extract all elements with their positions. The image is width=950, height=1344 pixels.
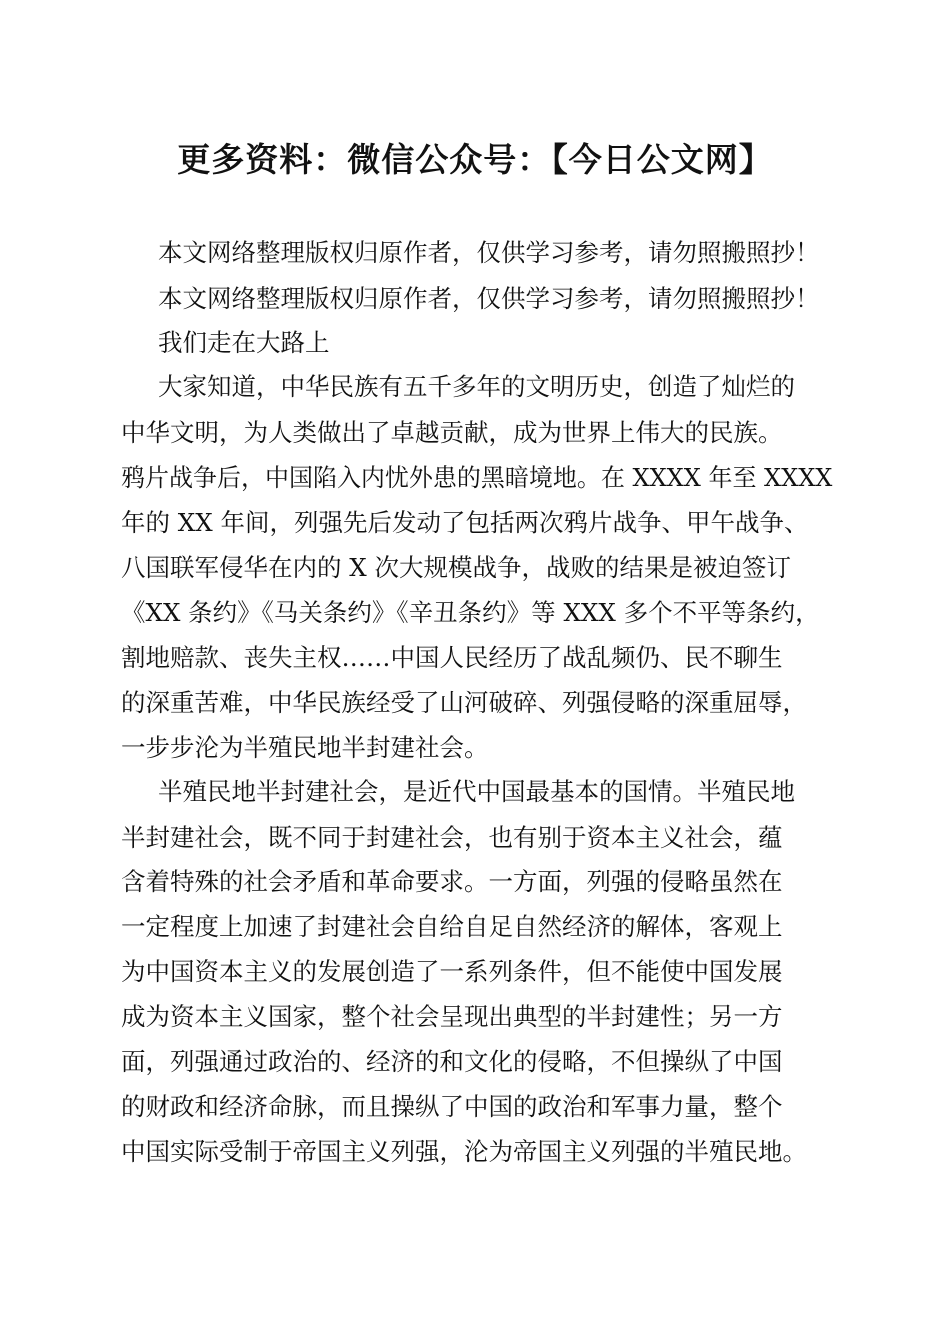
paragraph-line: 半殖民地半封建社会，是近代中国最基本的国情。半殖民地 [158,777,795,806]
paragraph-line: 年的 XX 年间，列强先后发动了包括两次鸦片战争、甲午战争、 [121,508,809,537]
paragraph-line: 鸦片战争后，中国陷入内忧外患的黑暗境地。在 XXXX 年至 XXXX [121,463,833,492]
paragraph-line: 的深重苦难，中华民族经受了山河破碎、列强侵略的深重屈辱， [121,688,807,717]
paragraph-line: 含着特殊的社会矛盾和革命要求。一方面，列强的侵略虽然在 [121,867,783,896]
paragraph-line: 的财政和经济命脉，而且操纵了中国的政治和军事力量，整个 [121,1092,783,1121]
paragraph-line: 中华文明，为人类做出了卓越贡献，成为世界上伟大的民族。 [121,418,783,447]
paragraph-line: 割地赔款、丧失主权……中国人民经历了战乱频仍、民不聊生 [121,643,783,672]
paragraph-line: 为中国资本主义的发展创造了一系列条件，但不能使中国发展 [121,957,783,986]
copyright-notice: 本文网络整理版权归原作者，仅供学习参考，请勿照搬照抄！ [158,238,820,267]
copyright-notice: 本文网络整理版权归原作者，仅供学习参考，请勿照搬照抄！ [158,284,820,313]
paragraph-line: 面，列强通过政治的、经济的和文化的侵略，不但操纵了中国 [121,1047,783,1076]
document-title: 我们走在大路上 [158,328,330,357]
paragraph-line: 《XX 条约》《马关条约》《辛丑条约》等 XXX 多个不平等条约， [121,598,820,627]
page-title: 更多资料：微信公众号：【今日公文网】 [177,140,773,179]
paragraph-line: 中国实际受制于帝国主义列强，沦为帝国主义列强的半殖民地。 [121,1137,807,1166]
paragraph-line: 半封建社会，既不同于封建社会，也有别于资本主义社会，蕴 [121,823,783,852]
paragraph-line: 成为资本主义国家，整个社会呈现出典型的半封建性；另一方 [121,1002,783,1031]
paragraph-line: 一步步沦为半殖民地半封建社会。 [121,733,489,762]
paragraph-line: 一定程度上加速了封建社会自给自足自然经济的解体，客观上 [121,912,783,941]
paragraph-line: 八国联军侵华在内的 X 次大规模战争，战败的结果是被迫签订 [121,553,792,582]
paragraph-line: 大家知道，中华民族有五千多年的文明历史，创造了灿烂的 [158,372,795,401]
